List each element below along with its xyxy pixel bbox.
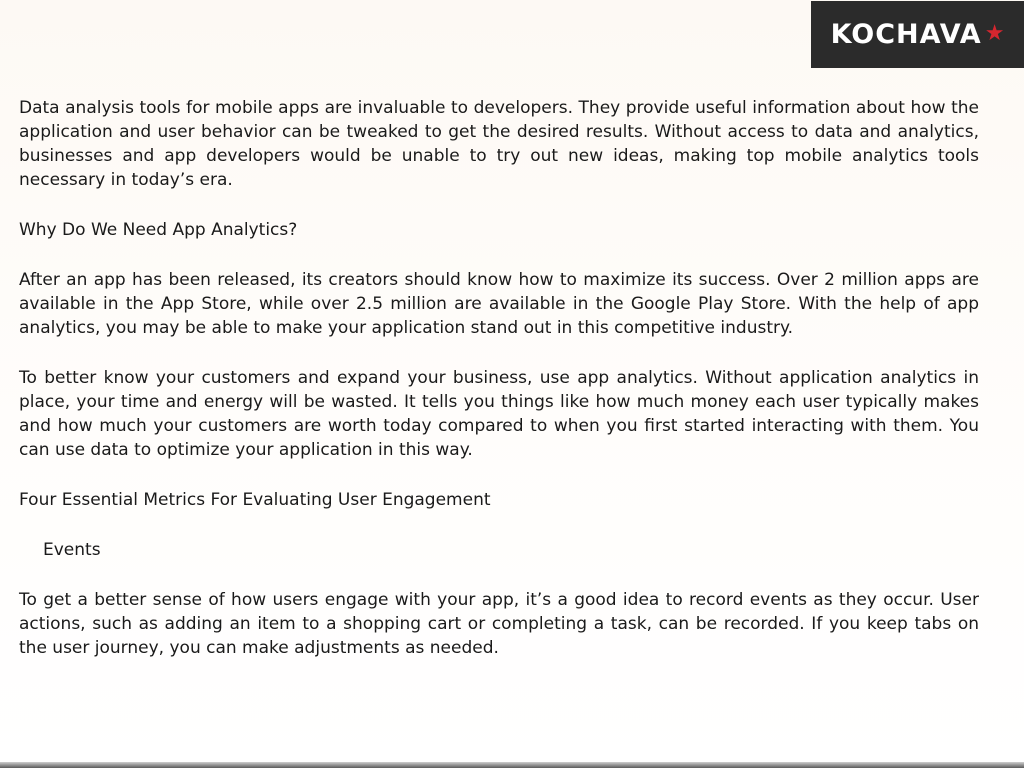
paragraph-after-release: After an app has been released, its creators should know how to maximize its success. Over 2 million apps are available in the App Store, while over 2.5 million are available in the Google Play Store. With the help of app analytics, you may be able to make your application stand out in this competitive industry. — [19, 270, 979, 338]
star-icon: ★ — [984, 21, 1005, 46]
kochava-logo — [811, 1, 1024, 68]
intro-paragraph: Data analysis tools for mobile apps are invaluable to developers. They provide useful information about how the application and user behavior can be tweaked to get the desired results. Without access to data and analytics, businesses and app developers would be unable to try out new ideas, making top mobile analytics tools necessary in today’s era. — [19, 98, 979, 190]
paragraph-events: To get a better sense of how users engage with your app, it’s a good idea to record events as they occur. User actions, such as adding an item to a shopping cart or completing a task, can be recorded. If you keep tabs on the user journey, you can make adjustments as needed. — [19, 590, 979, 658]
article-body — [19, 96, 979, 686]
heading-why-app-analytics: Why Do We Need App Analytics? — [19, 220, 298, 240]
logo-wordmark: KOCHAVA — [830, 19, 982, 50]
paragraph-customers: To better know your customers and expand your business, use app analytics. Without application analytics in place, your time and energy will be wasted. It tells you things like how much money each user typically makes and how much your customers are worth today compared to when you first started interacting with them. You can use data to optimize your application in this way. — [19, 368, 979, 460]
bottom-divider — [0, 762, 1024, 768]
subheading-events: Events — [43, 540, 101, 560]
heading-four-metrics: Four Essential Metrics For Evaluating User Engagement — [19, 490, 491, 510]
